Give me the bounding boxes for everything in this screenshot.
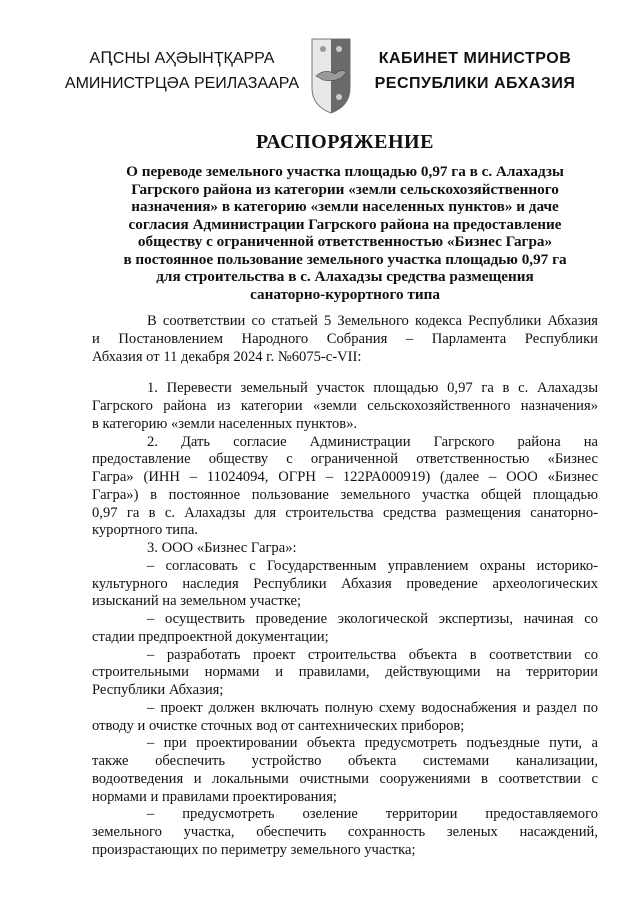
- paragraph: [92, 540, 598, 558]
- header-russian-line: КАБИНЕТ МИНИСТРОВ: [378, 50, 572, 67]
- paragraph-line: – согласовать с Государственным управлением охраны историко-: [147, 557, 598, 574]
- header-abkhaz: [64, 46, 300, 96]
- paragraph-line: предоставление обществу с ограниченной ответственностью «Бизнес: [92, 451, 598, 468]
- paragraph-line: изысканий на земельном участке;: [92, 593, 302, 610]
- paragraph-line: – разработать проект строительства объекта в соответствии со: [147, 646, 598, 663]
- header-russian-line: РЕСПУБЛИКИ АБХАЗИЯ: [374, 75, 576, 92]
- header-abkhaz-line: АԤСНЫ АҲӘЫНҬҚАРРА: [89, 50, 275, 67]
- header-russian: [355, 46, 595, 96]
- paragraph: [92, 700, 598, 736]
- paragraph-line: 0,97 га в с. Алахадзы для строительства средства размещения санаторно-: [92, 504, 598, 521]
- paragraph-line: Абхазия от 11 декабря 2024 г. №6075-с-VII:: [92, 348, 362, 365]
- subject-line: назначения» в категорию «земли населенных пунктов» и даче: [131, 198, 559, 215]
- header-abkhaz-line: АМИНИСТРЦӘА РЕИЛАЗААРА: [64, 75, 300, 92]
- paragraph-line: в категорию «земли населенных пунктов».: [92, 415, 358, 432]
- paragraph-line: и Постановлением Народного Собрания – Парламента Республики: [92, 330, 598, 347]
- paragraph-line: земельного участка, обеспечить сохранность зеленых насаждений,: [92, 824, 598, 840]
- paragraph-line: стадии предпроектной документации;: [92, 628, 329, 645]
- abkhazia-coat-of-arms-icon: [311, 38, 351, 114]
- paragraph: [92, 380, 598, 433]
- paragraph-line: нормами и правилами проектирования;: [92, 788, 337, 805]
- paragraph-line: Гагра») в постоянное пользование земельного участка общей площадью: [92, 486, 598, 503]
- paragraph-line: В соответствии со статьей 5 Земельного кодекса Республики Абхазия: [147, 313, 598, 329]
- subject-line: согласия Администрации Гагрского района на предоставление: [128, 215, 562, 233]
- paragraph-line: – при проектировании объекта предусмотреть подъездные пути, а: [147, 735, 598, 752]
- document-body: [92, 313, 598, 860]
- paragraph: [92, 647, 598, 700]
- paragraph-line: курортного типа.: [92, 522, 199, 539]
- paragraph-line: 2. Дать согласие Администрации Гагрского района на: [147, 433, 598, 450]
- paragraph-line: – проект должен включать полную схему водоснабжения и раздел по: [147, 699, 598, 716]
- paragraph-line: 3. ООО «Бизнес Гагра»:: [147, 540, 297, 556]
- spacer: [92, 366, 598, 380]
- paragraph-line: – осуществить проведение экологической экспертизы, начиная со: [147, 611, 598, 627]
- document-content: [92, 130, 598, 860]
- paragraph-line: – предусмотреть озеление территории предоставляемого: [147, 806, 598, 823]
- subject-line: Гагрского района из категории «земли сельскохозяйственного: [131, 180, 559, 198]
- subject-line: в постоянное пользование земельного участка площадью 0,97 га: [123, 250, 567, 268]
- paragraph-line: Гагра» (ИНН – 11024094, ОГРН – 122РА000919) (далее – ООО «Бизнес: [92, 469, 598, 485]
- paragraph-line: водоотведения и локальными очистными сооружениями в соответствии с: [92, 770, 598, 787]
- paragraph: [92, 313, 598, 366]
- subject-line: для строительства в с. Алахадзы средства размещения: [156, 268, 534, 285]
- subject-line: обществу с ограниченной ответственностью «Бизнес Гагра»: [137, 233, 553, 250]
- document-subject: [92, 163, 598, 303]
- paragraph: [92, 558, 598, 611]
- paragraph: [92, 434, 598, 541]
- paragraph-line: 1. Перевести земельный участок площадью 0,97 га в с. Алахадзы: [147, 380, 598, 397]
- subject-line: санаторно-курортного типа: [250, 285, 440, 303]
- paragraph: [92, 735, 598, 806]
- paragraph: [92, 806, 598, 859]
- subject-line: О переводе земельного участка площадью 0,97 га в с. Алахадзы: [126, 163, 564, 180]
- paragraph-line: отводу и очистке сточных вод от сантехнических приборов;: [92, 717, 465, 734]
- paragraph: [92, 611, 598, 647]
- paragraph-line: произрастающих по периметру земельного участка;: [92, 841, 416, 858]
- paragraph-line: Гагрского района из категории «земли сельскохозяйственного назначения»: [92, 398, 598, 414]
- paragraph-line: строительными нормами и правилами, действующими на территории: [92, 664, 598, 681]
- paragraph-line: также обеспечить устройство объекта системами канализации,: [92, 753, 598, 769]
- paragraph-line: Республики Абхазия;: [92, 682, 224, 698]
- document-title: РАСПОРЯЖЕНИЕ: [256, 131, 434, 153]
- paragraph-line: культурного наследия Республики Абхазия проведение археологических: [92, 575, 598, 592]
